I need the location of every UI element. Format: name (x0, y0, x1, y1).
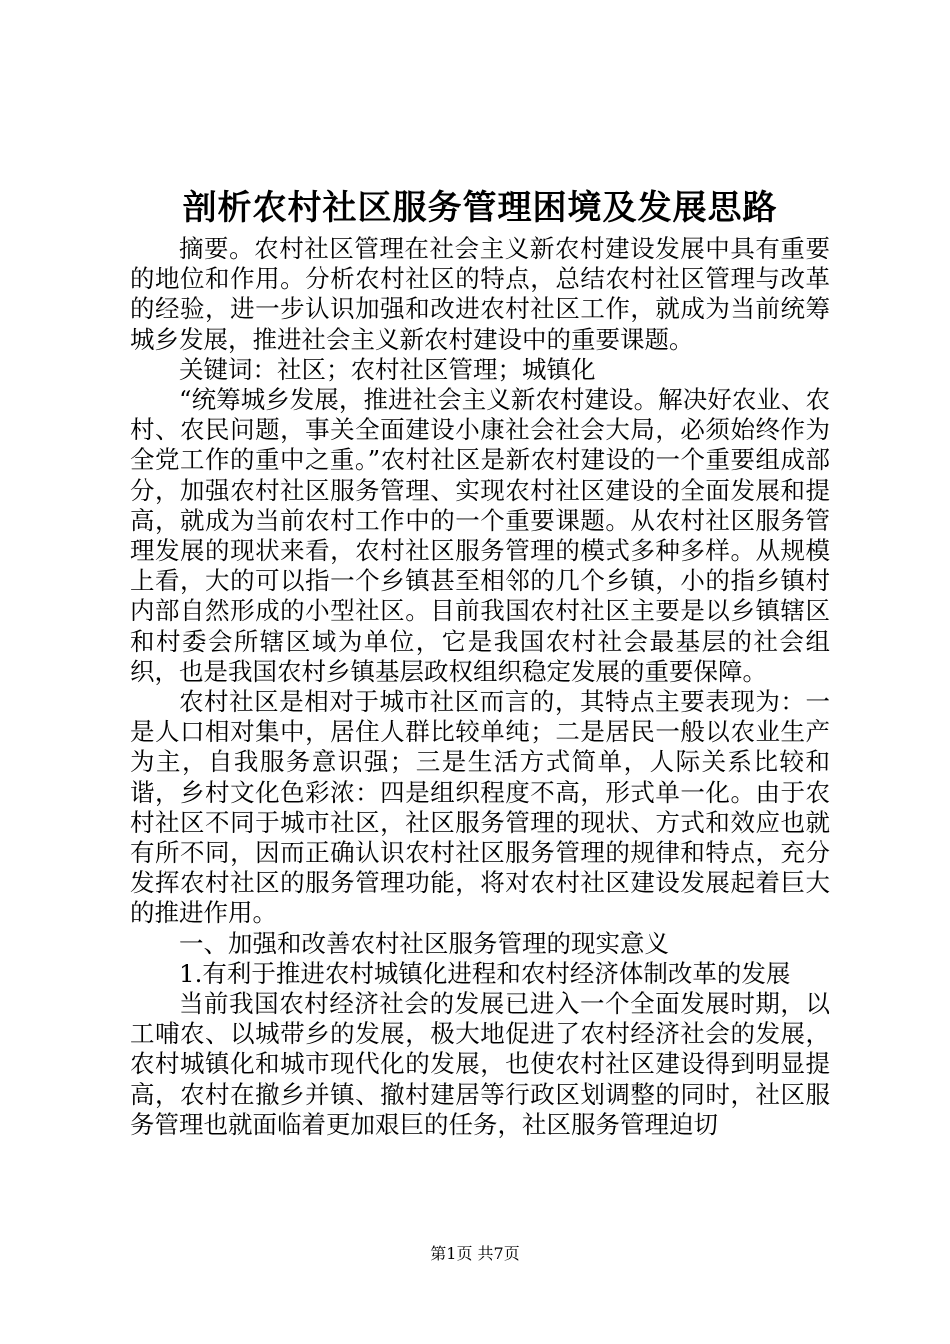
body-paragraph: “统筹城乡发展，推进社会主义新农村建设。解决好农业、农村、农民问题，事关全面建设小康社会社会大局，必须始终作为全党工作的重中之重。”农村社区是新农村建设的一个重要组成部分，加强农村社区服务管理、实现农村社区建设的全面发展和提高，就成为当前农村工作中的一个重要课题。从农村社区服务管理发展的现状来看，农村社区服务管理的模式多种多样。从规模上看，大的可以指一个乡镇甚至相邻的几个乡镇，小的指乡镇村内部自然形成的小型社区。目前我国农村社区主要是以乡镇辖区和村委会所辖区域为单位，它是我国农村社会最基层的社会组织，也是我国农村乡镇基层政权组织稳定发展的重要保障。 (130, 385, 830, 686)
keywords-paragraph: 关键词：社区；农村社区管理；城镇化 (179, 354, 596, 384)
body-paragraph: 农村社区是相对于城市社区而言的，其特点主要表现为：一是人口相对集中，居住人群比较单纯；二是居民一般以农业生产为主，自我服务意识强；三是生活方式简单，人际关系比较和谐，乡村文化色彩浓：四是组织程度不高，形式单一化。由于农村社区不同于城市社区，社区服务管理的现状、方式和效应也就有所不同，因而正确认识农村社区服务管理的规律和特点，充分发挥农村社区的服务管理功能，将对农村社区建设发展起着巨大的推进作用。 (130, 687, 830, 928)
body-paragraph: 当前我国农村经济社会的发展已进入一个全面发展时期，以工哺农、以城带乡的发展，极大地促进了农村经济社会的发展，农村城镇化和城市现代化的发展，也使农村社区建设得到明显提高，农村在撤乡并镇、撤村建居等行政区划调整的同时，社区服务管理也就面临着更加艰巨的任务，社区服务管理迫切 (130, 989, 830, 1139)
section-heading: 一、加强和改善农村社区服务管理的现实意义 (179, 928, 669, 958)
document-body (130, 234, 830, 1140)
abstract-paragraph: 摘要。农村社区管理在社会主义新农村建设发展中具有重要的地位和作用。分析农村社区的特点，总结农村社区管理与改革的经验，进一步认识加强和改进农村社区工作，就成为当前统筹城乡发展，推进社会主义新农村建设中的重要课题。 (130, 234, 830, 354)
page-footer: 第1页 共7页 (430, 1244, 520, 1263)
subsection-heading: 1.有利于推进农村城镇化进程和农村经济体制改革的发展 (179, 958, 791, 988)
document-title: 剖析农村社区服务管理困境及发展思路 (182, 188, 778, 228)
